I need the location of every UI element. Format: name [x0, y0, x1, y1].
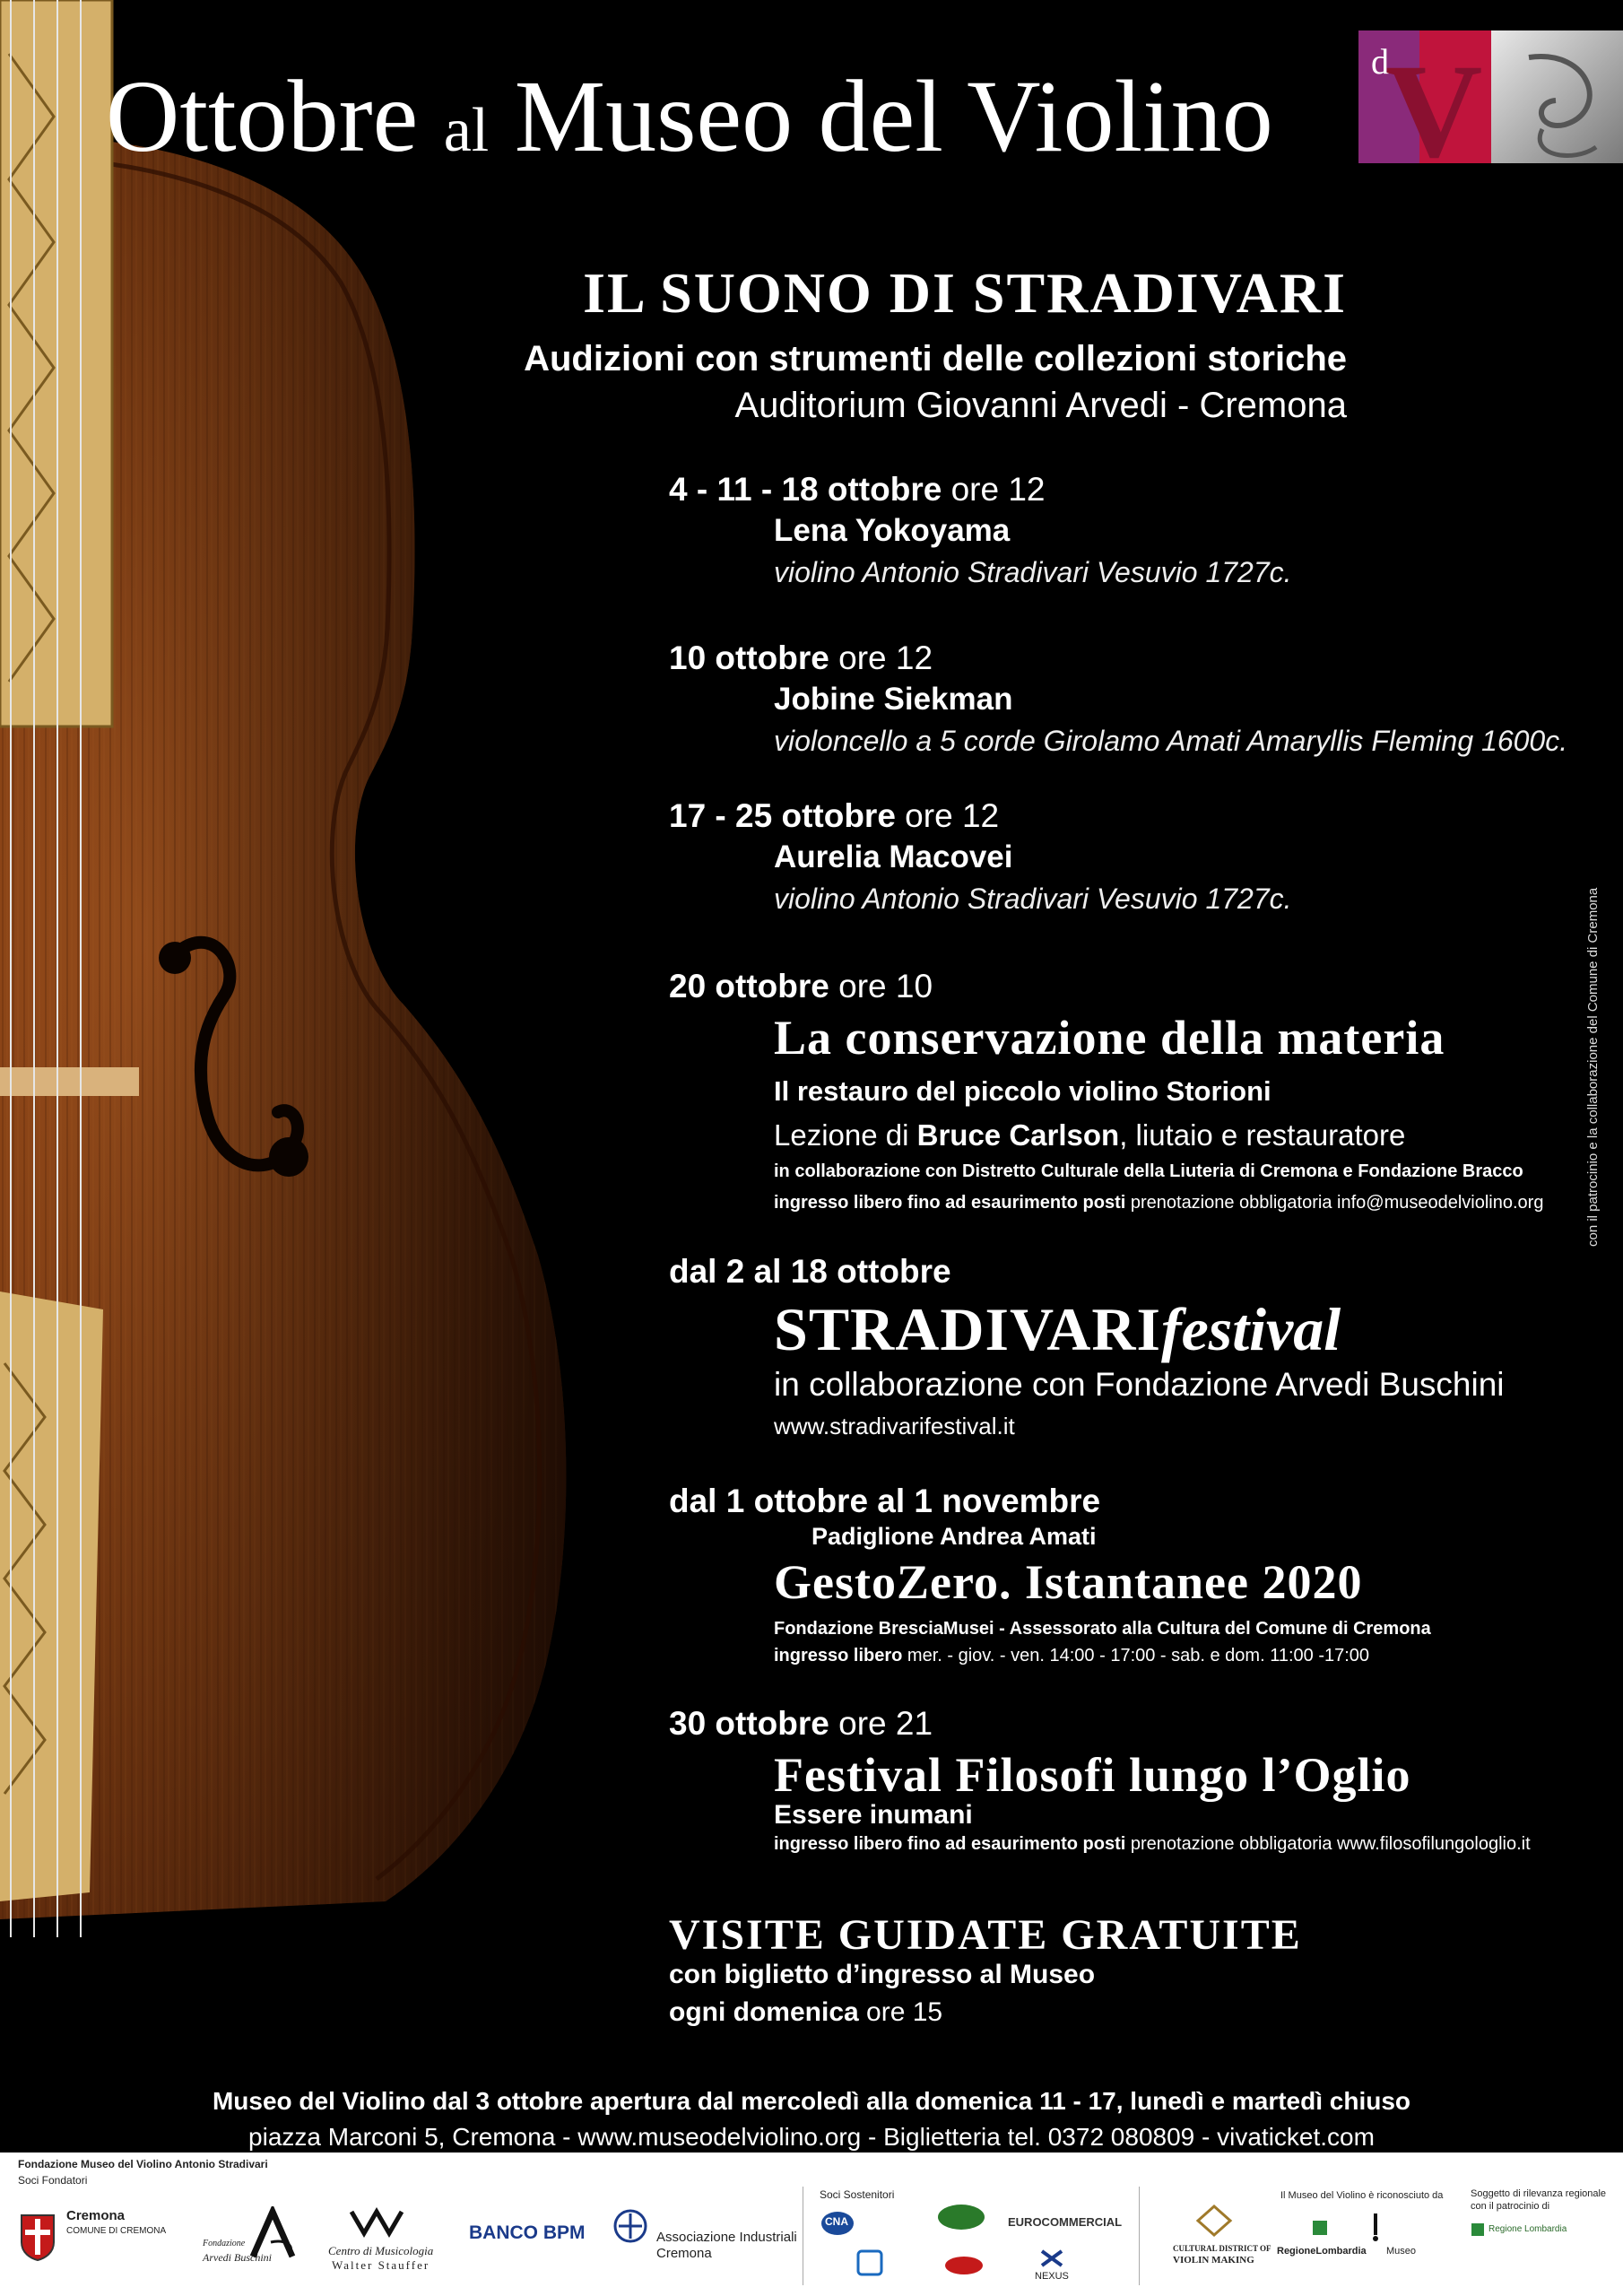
- cremona-label: Cremona: [66, 2208, 126, 2223]
- event-1-date: 4 - 11 - 18 ottobre ore 12: [669, 471, 1046, 508]
- museo-mark-icon: [1370, 2212, 1381, 2242]
- intro-venue: Auditorium Giovanni Arvedi - Cremona: [734, 386, 1347, 425]
- museo-logo: [1358, 30, 1623, 163]
- opening-hours: Museo del Violino dal 3 ottobre apertura dal mercoledì alla domenica 11 - 17, lunedì e martedì chiuso: [212, 2087, 1411, 2115]
- filosofi-date: 30 ottobre ore 21: [669, 1705, 933, 1742]
- soci-fondatori-label: Soci Fondatori: [18, 2174, 88, 2187]
- festival-url[interactable]: www.stradivarifestival.it: [774, 1413, 1015, 1439]
- conservazione-lesson: Lezione di Bruce Carlson, liutaio e restauratore: [774, 1118, 1406, 1152]
- riconosciuto-label: Il Museo del Violino è riconosciuto da: [1280, 2190, 1444, 2201]
- arvedi-logo-icon: [244, 2206, 301, 2260]
- cremona-crest-icon: [18, 2212, 57, 2262]
- district-label-2: VIOLIN MAKING: [1173, 2255, 1254, 2266]
- sponsors-strip: [0, 2152, 1623, 2296]
- conservazione-collab: in collaborazione con Distretto Culturale della Liuteria di Cremona e Fondazione Bracco: [774, 1161, 1523, 1181]
- cna-label: CNA: [825, 2215, 848, 2228]
- event-2-instrument: violoncello a 5 corde Girolamo Amati Amaryllis Fleming 1600c.: [774, 725, 1568, 757]
- event-1-performer: Lena Yokoyama: [774, 513, 1011, 548]
- filosofi-ingresso: ingresso libero fino ad esaurimento posti prenotazione obbligatoria www.filosofilungologlio.it: [774, 1834, 1531, 1854]
- nexus-logo-icon: [1038, 2248, 1065, 2269]
- red-oval-logo-icon: [943, 2255, 985, 2276]
- conservazione-date: 20 ottobre ore 10: [669, 968, 933, 1004]
- contact-info: piazza Marconi 5, Cremona - www.museodelviolino.org - Biglietteria tel. 0372 080809 - vivaticket.com: [248, 2123, 1375, 2151]
- regione-lombardia-label-2: Regione Lombardia: [1488, 2224, 1567, 2234]
- gestozero-place: Padiglione Andrea Amati: [812, 1523, 1097, 1550]
- gestozero-org: Fondazione BresciaMusei - Assessorato alla Cultura del Comune di Cremona: [774, 1619, 1431, 1639]
- sponsor-badge-icon: [856, 2249, 883, 2276]
- regione-lombardia-icon: [1311, 2219, 1329, 2237]
- event-2-performer: Jobine Siekman: [774, 682, 1013, 717]
- nexus-label: NEXUS: [1035, 2271, 1069, 2282]
- event-3-date: 17 - 25 ottobre ore 12: [669, 797, 1000, 834]
- patrocinio-note: con il patrocinio e la collaborazione del Comune di Cremona: [1585, 887, 1601, 1247]
- filosofi-subtitle: Essere inumani: [774, 1800, 973, 1830]
- district-label-1: CULTURAL DISTRICT OF: [1173, 2244, 1271, 2253]
- musicologia-label-1: Centro di Musicologia: [328, 2244, 434, 2257]
- comune-label: COMUNE DI CREMONA: [66, 2226, 167, 2236]
- gestozero-title: GestoZero. Istantanee 2020: [774, 1555, 1363, 1609]
- svg-text:d: d: [1371, 41, 1389, 82]
- regione-lombardia-label: RegioneLombardia: [1277, 2246, 1367, 2257]
- svg-text:V: V: [1385, 37, 1483, 163]
- gestozero-ingresso: ingresso libero mer. - giov. - ven. 14:00 - 17:00 - sab. e dom. 11:00 -17:00: [774, 1646, 1370, 1665]
- visite-line2: ogni domenica ore 15: [669, 1997, 943, 2027]
- event-1-instrument: violino Antonio Stradivari Vesuvio 1727c.: [774, 556, 1292, 588]
- gestozero-date: dal 1 ottobre al 1 novembre: [669, 1483, 1101, 1519]
- intro-subheading: Audizioni con strumenti delle collezioni storiche: [524, 339, 1347, 378]
- rilevanza-label-2: con il patrocinio di: [1471, 2201, 1550, 2212]
- festival-date: dal 2 al 18 ottobre: [669, 1253, 951, 1290]
- banco-bpm-logo: BANCO BPM: [469, 2222, 586, 2243]
- assoc-label-2: Cremona: [656, 2246, 712, 2261]
- violin-image: [0, 0, 628, 1937]
- musicologia-logo-icon: [348, 2206, 405, 2239]
- festival-collab: in collaborazione con Fondazione Arvedi Buschini: [774, 1366, 1505, 1403]
- tree-logo-icon: [934, 2203, 988, 2235]
- assoc-industriali-logo-icon: [612, 2208, 649, 2244]
- event-2-date: 10 ottobre ore 12: [669, 639, 933, 676]
- festival-title: STRADIVARIfestival: [774, 1295, 1341, 1363]
- conservazione-subtitle: Il restauro del piccolo violino Storioni: [774, 1075, 1271, 1107]
- event-3-performer: Aurelia Macovei: [774, 839, 1013, 874]
- intro-heading: IL SUONO DI STRADIVARI: [583, 261, 1347, 325]
- filosofi-title: Festival Filosofi lungo l’Oglio: [774, 1748, 1411, 1802]
- musicologia-label-2: Walter Stauffer: [332, 2258, 430, 2272]
- district-logo-icon: [1194, 2203, 1234, 2239]
- event-3-instrument: violino Antonio Stradivari Vesuvio 1727c.: [774, 883, 1292, 915]
- eurocommercial-label: EUROCOMMERCIAL: [1008, 2215, 1123, 2229]
- arvedi-label-1: Fondazione: [203, 2239, 246, 2248]
- conservazione-title: La conservazione della materia: [774, 1011, 1445, 1065]
- visite-title: VISITE GUIDATE GRATUITE: [669, 1911, 1302, 1959]
- visite-line1: con biglietto d’ingresso al Museo: [669, 1960, 1096, 1989]
- rilevanza-label-1: Soggetto di rilevanza regionale: [1471, 2188, 1607, 2199]
- regione-lombardia-icon-2: [1471, 2222, 1485, 2237]
- conservazione-ingresso: ingresso libero fino ad esaurimento posti prenotazione obbligatoria info@museodelviolino.org: [774, 1193, 1544, 1213]
- main-title: Ottobre al Museo del Violino: [106, 59, 1273, 173]
- arvedi-label-2: Arvedi Buschini: [203, 2251, 272, 2264]
- soci-sostenitori-label: Soci Sostenitori: [820, 2188, 895, 2201]
- sponsors-divider-2: [1139, 2187, 1140, 2285]
- assoc-label-1: Associazione Industriali: [656, 2230, 797, 2245]
- foundation-name: Fondazione Museo del Violino Antonio Stradivari: [18, 2158, 268, 2170]
- museo-label: Museo: [1386, 2246, 1417, 2257]
